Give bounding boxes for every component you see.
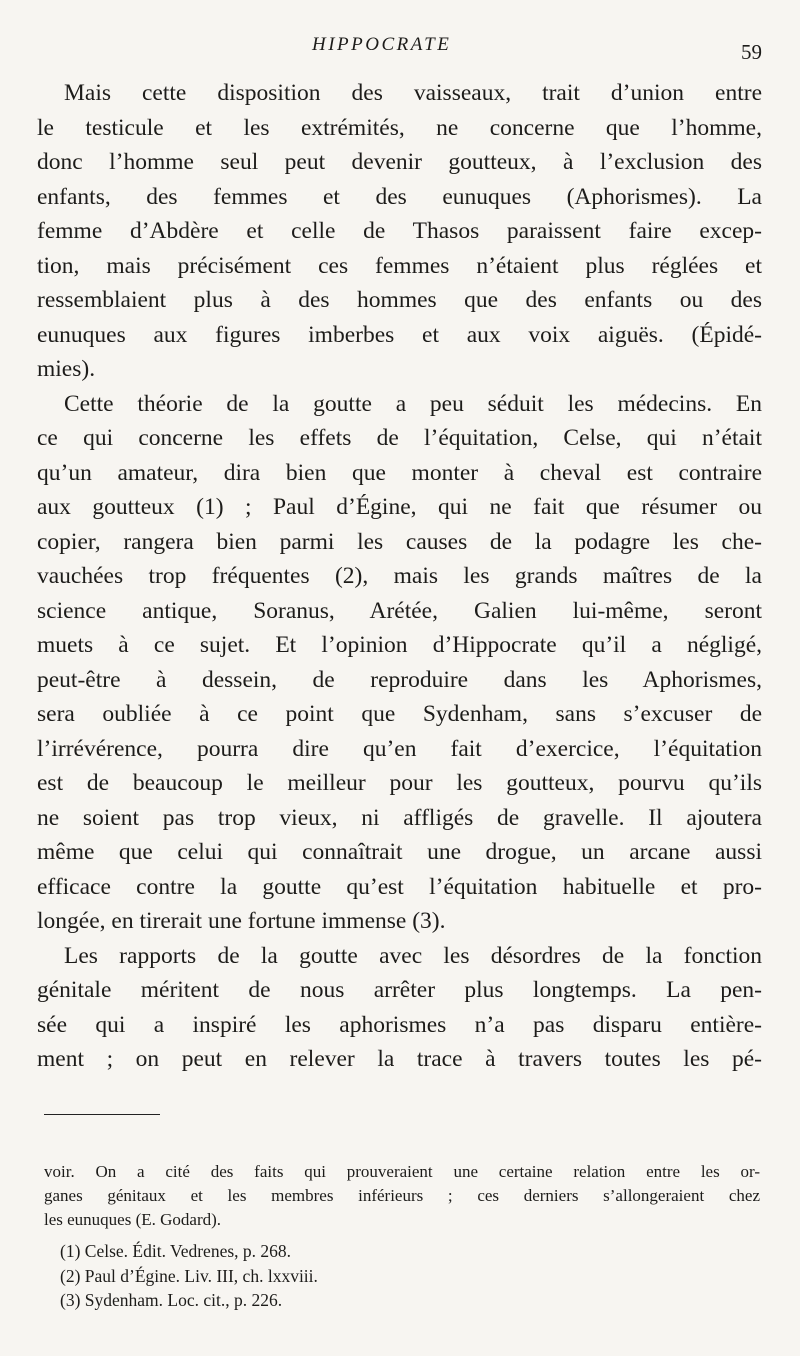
body-line: vauchées trop fréquentes (2), mais les grands maîtres de la: [37, 563, 762, 589]
body-line: même que celui qui connaîtrait une drogue, un arcane aussi: [37, 839, 762, 865]
footnote-2: (2) Paul d’Égine. Liv. III, ch. lxxviii.: [60, 1265, 318, 1286]
footnote-line: les eunuques (E. Godard).: [44, 1210, 222, 1229]
body-line: eunuques aux figures imberbes et aux voix aiguës. (Épidé-: [37, 321, 762, 348]
footnote-line: voir. On a cité des faits qui prouveraient une certaine relation entre les or-: [44, 1162, 760, 1181]
body-line: génitale méritent de nous arrêter plus longtemps. La pen-: [37, 977, 762, 1003]
footnote-line: ganes génitaux et les membres inférieurs ; ces derniers s’allongeraient chez: [44, 1186, 760, 1205]
body-line: peut-être à dessein, de reproduire dans les Aphorismes,: [37, 666, 762, 693]
body-line: enfants, des femmes et des eunuques (Aphorismes). La: [37, 183, 762, 210]
body-line: sera oubliée à ce point que Sydenham, sans s’excuser de: [37, 701, 762, 727]
running-head: [0, 34, 800, 64]
body-line: science antique, Soranus, Arétée, Galien lui-même, seront: [37, 597, 762, 624]
body-line: sée qui a inspiré les aphorismes n’a pas disparu entière-: [37, 1011, 762, 1038]
body-line: mies).: [37, 356, 96, 382]
footnote-continuation: [44, 1160, 760, 1232]
body-line: ressemblaient plus à des hommes que des enfants ou des: [37, 287, 762, 313]
body-line: femme d’Abdère et celle de Thasos paraissent faire excep-: [37, 218, 762, 244]
body-line: donc l’homme seul peut devenir goutteux, à l’exclusion des: [37, 149, 762, 175]
body-line: Les rapports de la goutte avec les désordres de la fonction: [64, 942, 762, 969]
page-number: 59: [741, 40, 762, 64]
footnote-3: (3) Sydenham. Loc. cit., p. 226.: [60, 1290, 283, 1310]
body-line: tion, mais précisément ces femmes n’étaient plus réglées et: [37, 252, 762, 279]
footnote-1: (1) Celse. Édit. Vedrenes, p. 268.: [60, 1241, 292, 1261]
footnote-references: [60, 1239, 660, 1313]
running-title: HIPPOCRATE: [312, 34, 452, 55]
body-line: ce qui concerne les effets de l’équitation, Celse, qui n’était: [37, 425, 762, 451]
body-line: ne soient pas trop vieux, ni affligés de gravelle. Il ajoutera: [37, 804, 762, 831]
body-line: qu’un amateur, dira bien que monter à cheval est contraire: [37, 459, 762, 486]
body-line: l’irrévérence, pourra dire qu’en fait d’exercice, l’équitation: [37, 735, 762, 762]
footnote-rule: [44, 1114, 160, 1115]
body-line: le testicule et les extrémités, ne concerne que l’homme,: [37, 114, 762, 141]
body-line: est de beaucoup le meilleur pour les goutteux, pourvu qu’ils: [37, 770, 762, 796]
body-text: [37, 76, 762, 1077]
body-line: longée, en tirerait une fortune immense (3).: [37, 908, 446, 934]
body-line: copier, rangera bien parmi les causes de la podagre les che-: [37, 528, 762, 555]
body-line: aux goutteux (1) ; Paul d’Égine, qui ne fait que résumer ou: [37, 494, 762, 520]
body-line: ment ; on peut en relever la trace à travers toutes les pé-: [37, 1046, 762, 1072]
body-line: Mais cette disposition des vaisseaux, trait d’union entre: [64, 80, 762, 106]
body-line: muets à ce sujet. Et l’opinion d’Hippocrate qu’il a négligé,: [37, 632, 762, 658]
body-line: efficace contre la goutte qu’est l’équitation habituelle et pro-: [37, 873, 762, 900]
body-line: Cette théorie de la goutte a peu séduit les médecins. En: [64, 390, 762, 417]
